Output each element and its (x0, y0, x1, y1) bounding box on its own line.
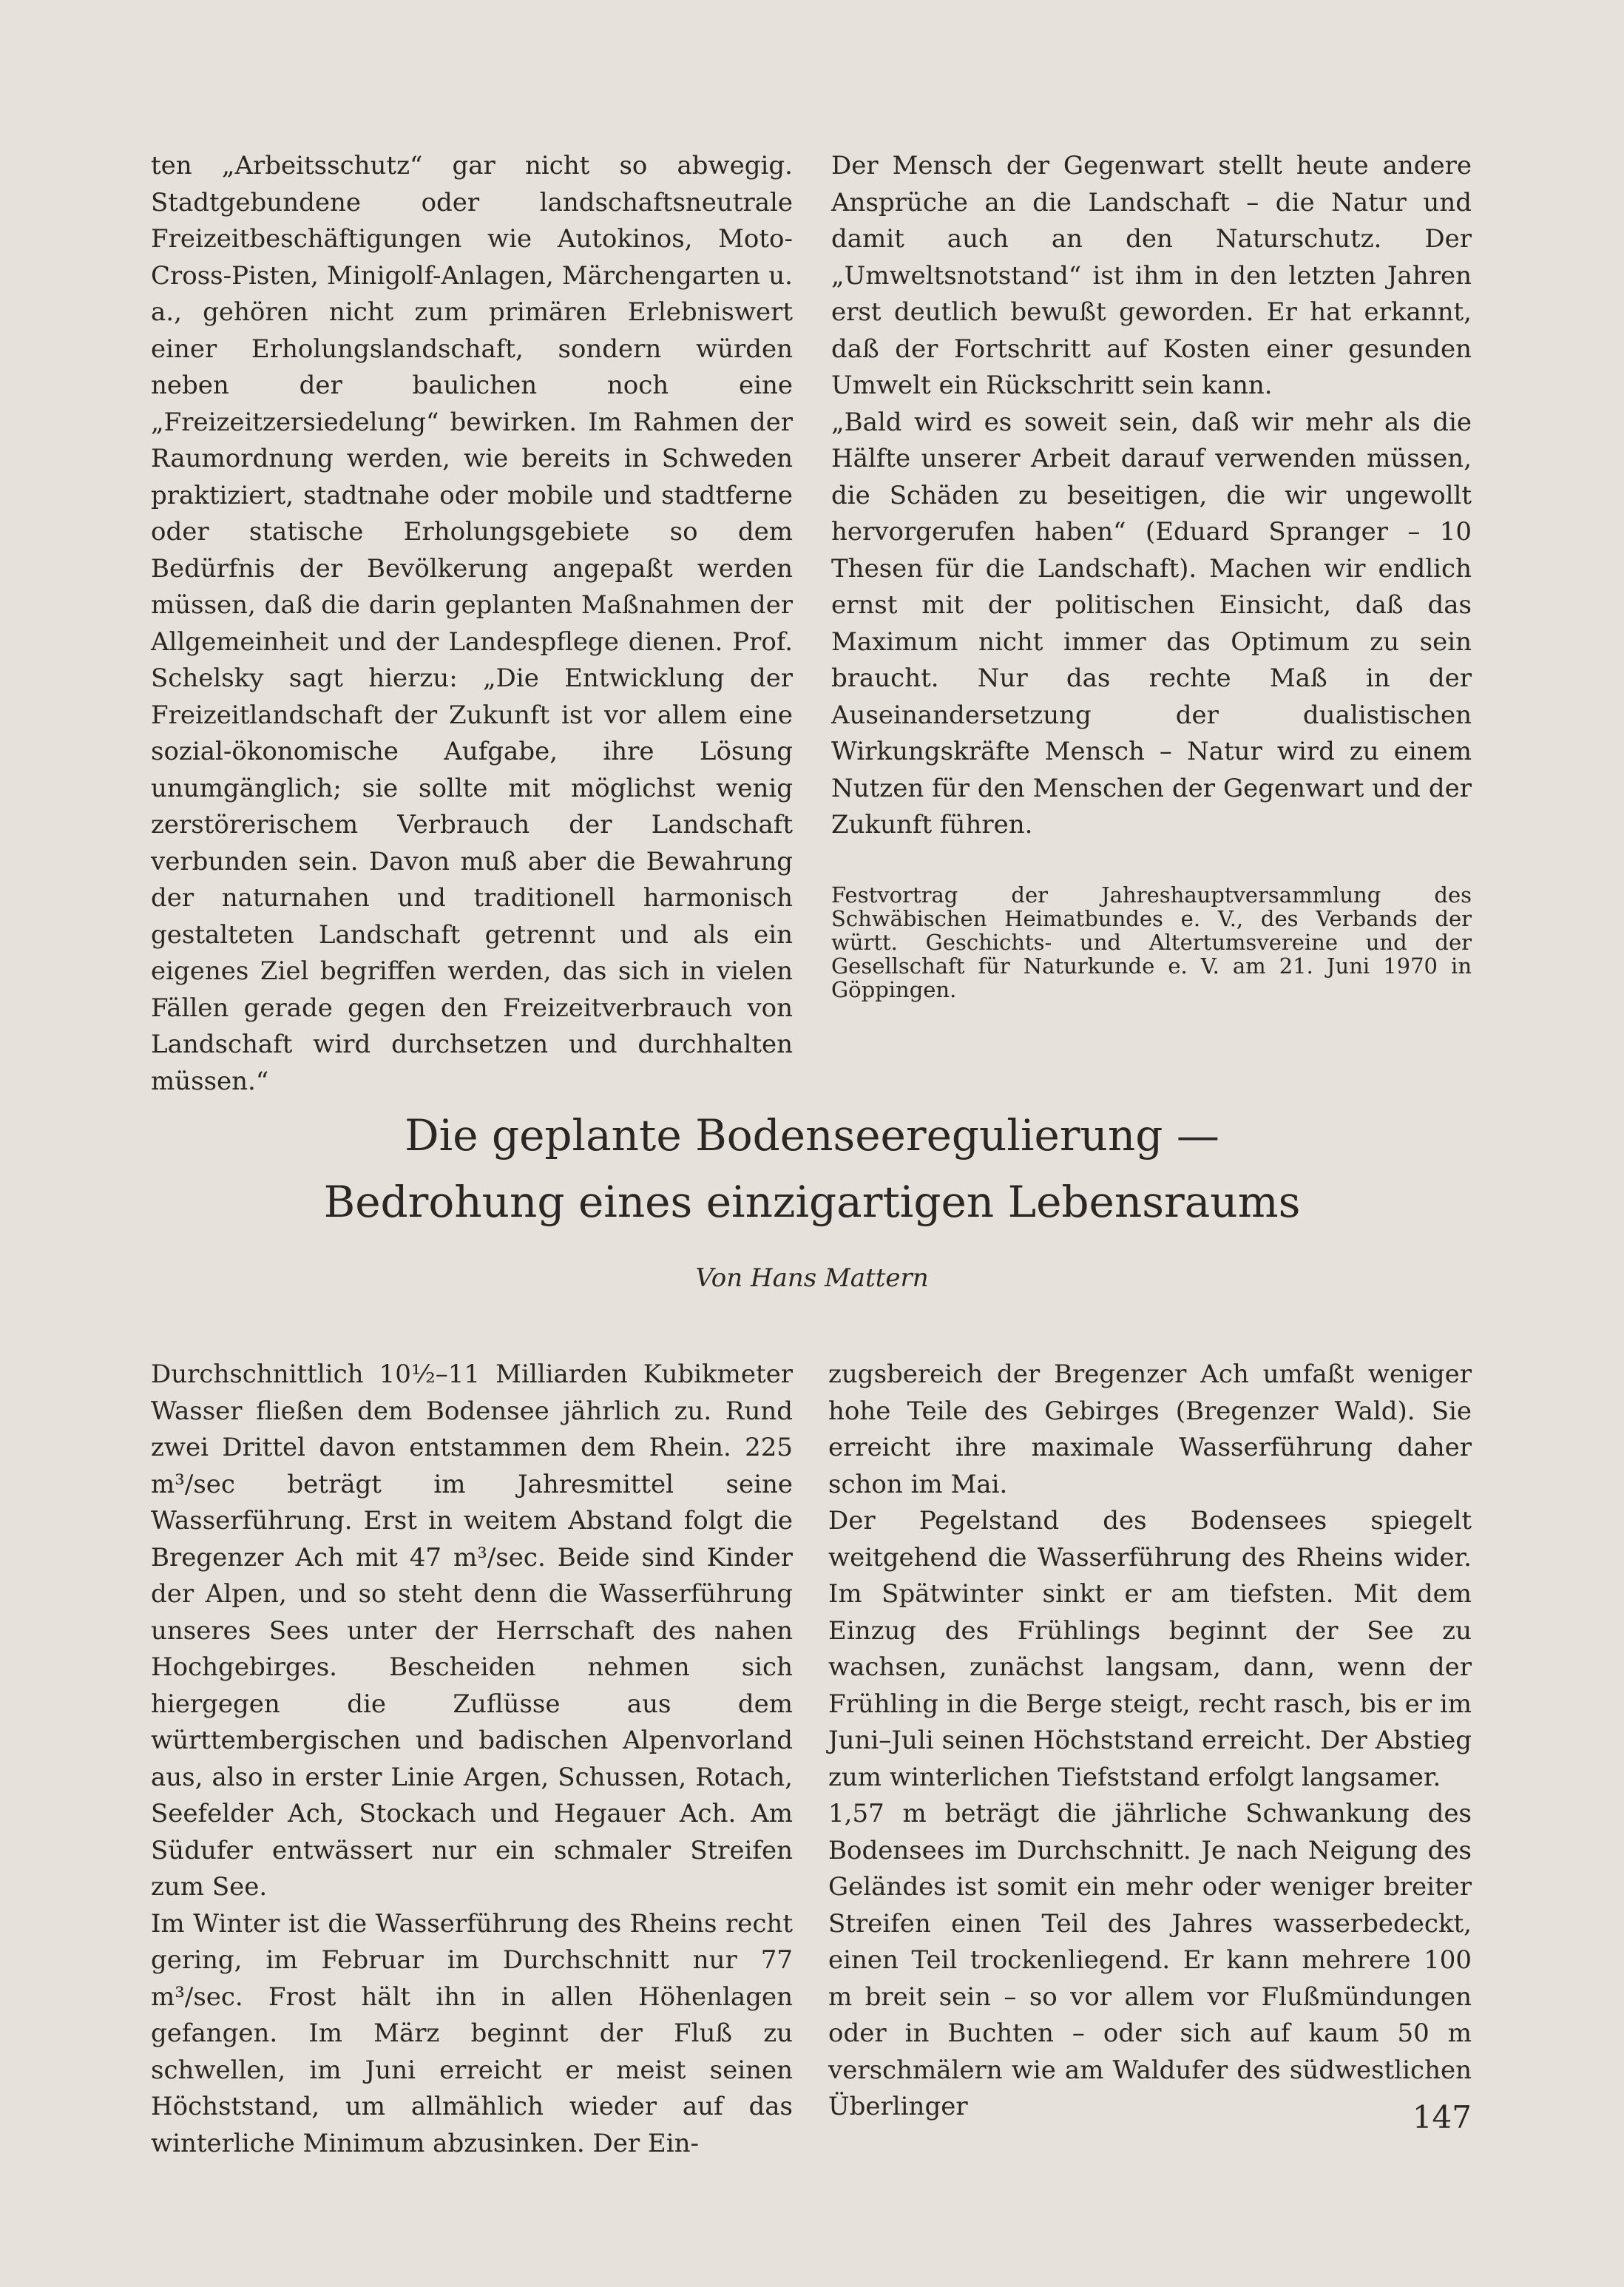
top-left-column (151, 148, 793, 1100)
paragraph: zugsbereich der Bregenzer Ach umfaßt weniger hohe Teile des Gebirges (Bregenzer Wald). Sie erreicht ihre maximale Wasserführung daher schon im Mai. (828, 1359, 1472, 1499)
page-number: 147 (1412, 2099, 1472, 2135)
paragraph: Durchschnittlich 10½–11 Milliarden Kubikmeter Wasser fließen dem Bodensee jährlich zu. Rund zwei Drittel davon entstammen dem Rhein. 225 m³/sec beträgt im Jahresmittel seine Wasserführung. Erst in weitem Abstand folgt die Bregenzer Ach mit 47 m³/sec. Beide sind Kinder der Alpen, und so steht denn die Wasserführung unseres Sees unter der Herrschaft des nahen Hochgebirges. Bescheiden nehmen sich hiergegen die Zuflüsse aus dem württembergischen und badischen Alpenvorland aus, also in erster Linie Argen, Schussen, Rotach, Seefelder Ach, Stockach und Hegauer Ach. Am Südufer entwässert nur ein schmaler Streifen zum See. (151, 1359, 793, 1902)
top-right-column (831, 148, 1472, 844)
paragraph: Der Pegelstand des Bodensees spiegelt weitgehend die Wasserführung des Rheins wider. Im Spätwinter sinkt er am tiefsten. Mit dem Einzug des Frühlings beginnt der See zu wachsen, zunächst langsam, dann, wenn der Frühling in die Berge steigt, recht rasch, bis er im Juni–Juli seinen Höchststand erreicht. Der Abstieg zum winterlichen Tiefststand erfolgt langsamer. (828, 1506, 1472, 1792)
bottom-left-column (151, 1357, 793, 2162)
paragraph: „Bald wird es soweit sein, daß wir mehr als die Hälfte unserer Arbeit darauf verwenden müssen, die Schäden zu beseitigen, die wir ungewollt hervorgerufen haben“ (Eduard Spranger – 10 Thesen für die Landschaft). Machen wir endlich ernst mit der politischen Einsicht, daß das Maximum nicht immer das Optimum zu sein braucht. Nur das rechte Maß in der Auseinandersetzung der dualistischen Wirkungskräfte Mensch – Natur wird zu einem Nutzen für den Menschen der Gegenwart und der Zukunft führen. (831, 407, 1472, 840)
paragraph: 1,57 m beträgt die jährliche Schwankung des Bodensees im Durchschnitt. Je nach Neigung des Geländes ist somit ein mehr oder weniger breiter Streifen einen Teil des Jahres wasserbedeckt, einen Teil trockenliegend. Er kann mehrere 100 m breit sein – so vor allem vor Flußmündungen oder in Buchten – oder sich auf kaum 50 m verschmälern wie am Waldufer des südwestlichen Überlinger (828, 1799, 1472, 2121)
article-title-line-1: Die geplante Bodenseeregulierung — (405, 1110, 1219, 1161)
article-title (0, 1102, 1624, 1235)
paragraph: ten „Arbeitsschutz“ gar nicht so abwegig. Stadtgebundene oder landschaftsneutrale Freizeitbeschäftigungen wie Autokinos, Moto-Cross-Pisten, Minigolf-Anlagen, Märchengarten u. a., gehören nicht zum primären Erlebniswert einer Erholungslandschaft, sondern würden neben der baulichen noch eine „Freizeitzersiedelung“ bewirken. Im Rahmen der Raumordnung werden, wie bereits in Schweden praktiziert, stadtnahe oder mobile und stadtferne oder statische Erholungsgebiete so dem Bedürfnis der Bevölkerung angepaßt werden müssen, daß die darin geplanten Maßnahmen der Allgemeinheit und der Landespflege dienen. Prof. Schelsky sagt hierzu: „Die Entwicklung der Freizeitlandschaft der Zukunft ist vor allem eine sozial-ökonomische Aufgabe, ihre Lösung unumgänglich; sie sollte mit möglichst wenig zerstörerischem Verbrauch der Landschaft verbunden sein. Davon muß aber die Bewahrung der naturnahen und traditionell harmonisch gestalteten Landschaft getrennt und als ein eigenes Ziel begriffen werden, das sich in vielen Fällen gerade gegen den Freizeitverbrauch von Landschaft wird durchsetzen und durchhalten müssen.“ (151, 151, 793, 1096)
paragraph: Im Winter ist die Wasserführung des Rheins recht gering, im Februar im Durchschnitt nur 77 m³/sec. Frost hält ihn in allen Höhenlagen gefangen. Im März beginnt der Fluß zu schwellen, im Juni erreicht er meist seinen Höchststand, um allmählich wieder auf das winterliche Minimum abzusinken. Der Ein- (151, 1908, 793, 2158)
paragraph: Der Mensch der Gegenwart stellt heute andere Ansprüche an die Landschaft – die Natur und damit auch an den Naturschutz. Der „Umweltsnotstand“ ist ihm in den letzten Jahren erst deutlich bewußt geworden. Er hat erkannt, daß der Fortschritt auf Kosten einer gesunden Umwelt ein Rückschritt sein kann. (831, 151, 1472, 400)
bottom-right-column (828, 1357, 1472, 2126)
article-title-line-2: Bedrohung eines einzigartigen Lebensraums (323, 1177, 1301, 1227)
footnote: Festvortrag der Jahreshauptversammlung des Schwäbischen Heimatbundes e. V., des Verbands der württ. Geschichts- und Altertumsvereine und der Gesellschaft für Naturkunde e. V. am 21. Juni 1970 in Göppingen. (831, 882, 1472, 1002)
byline: Von Hans Mattern (695, 1263, 929, 1293)
